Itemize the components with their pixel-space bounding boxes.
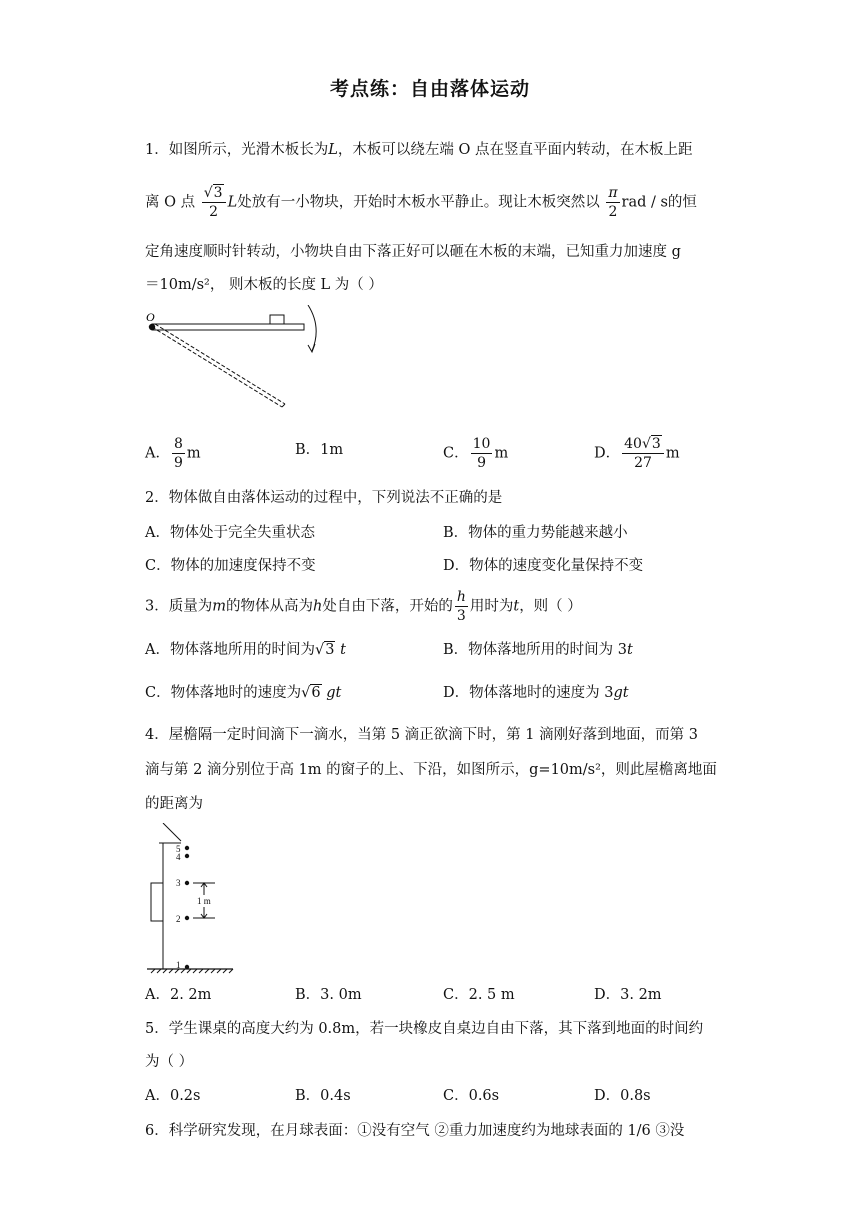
q1-option-d[interactable]: D． $\frac{40√3}{27}$ m [594, 436, 680, 471]
q1-fraction-pi-over-2: $\frac{\pi}{2}$ [608, 185, 618, 220]
q1-option-b[interactable]: B．1m [295, 442, 344, 458]
q1-line4: ＝10m/s²， 则木板的长度 L 为（ ） [145, 277, 383, 293]
drop-label-2: 2 [176, 914, 181, 924]
q1-option-a[interactable]: A． $\frac{8}{9}$ m [145, 436, 201, 471]
drop-label-5: 5 [176, 844, 181, 854]
q1-option-c[interactable]: C． $\frac{10}{9}$ m [443, 436, 509, 471]
q1-line2: 离 O 点 $\frac{√3}{2}$ L处放有一小物块，开始时木板水平静止。现让木板突然以 $\frac{\pi}{2}$ rad / s的恒 [145, 185, 697, 220]
q3-option-d[interactable]: D．物体落地时的速度为 3gt [443, 685, 629, 701]
q4-raindrop-figure [145, 823, 240, 975]
q1-fraction-sqrt3-over-2: $\frac{√3}{2}$ [202, 186, 226, 219]
q3-option-b[interactable]: B．物体落地所用的时间为 3t [443, 642, 633, 658]
q5-line2: 为（ ） [145, 1054, 194, 1070]
q2-stem: 2．物体做自由落体运动的过程中，下列说法不正确的是 [145, 490, 503, 506]
q2-option-d[interactable]: D．物体的速度变化量保持不变 [443, 558, 644, 574]
window-dimension-label: 1 m [197, 896, 211, 906]
q2-option-b[interactable]: B．物体的重力势能越来越小 [443, 525, 628, 541]
drop-label-3: 3 [176, 878, 181, 888]
q4-line3: 的距离为 [145, 796, 203, 812]
q6-line1: 6．科学研究发现，在月球表面：①没有空气 ②重力加速度约为地球表面的 1/6 ③没 [145, 1123, 685, 1139]
q3-stem: 3．质量为m的物体从高为h处自由下落，开始的 $\frac{h}{3}$ 用时为t，则（ ） [145, 589, 582, 624]
q4-line1: 4．屋檐隔一定时间滴下一滴水，当第 5 滴正欲滴下时，第 1 滴刚好落到地面，而第 3 [145, 727, 698, 743]
q2-option-a[interactable]: A．物体处于完全失重状态 [145, 525, 315, 541]
q5-line1: 5．学生课桌的高度大约为 0.8m，若一块橡皮自桌边自由下落，其下落到地面的时间约 [145, 1021, 704, 1037]
q3-option-c[interactable]: C．物体落地时的速度为√6 gt [145, 685, 342, 701]
page-title: 考点练：自由落体运动 [329, 78, 530, 100]
q5-option-b[interactable]: B．0.4s [295, 1088, 351, 1104]
drop-label-1: 1 [176, 960, 181, 970]
q3-option-a[interactable]: A．物体落地所用的时间为√3 t [145, 642, 346, 658]
drop-label-4: 4 [176, 852, 181, 862]
q5-option-a[interactable]: A．0.2s [145, 1088, 201, 1104]
q4-line2: 滴与第 2 滴分别位于高 1m 的窗子的上、下沿，如图所示，g=10m/s²，则此屋檐离地面 [145, 762, 717, 778]
q1-line1: 1．如图所示，光滑木板长为L，木板可以绕左端 O 点在竖直平面内转动，在木板上距 [145, 142, 693, 158]
q4-option-c[interactable]: C．2. 5 m [443, 987, 515, 1003]
q1-board-figure [140, 305, 330, 415]
q4-option-a[interactable]: A．2. 2m [145, 987, 212, 1003]
q2-option-c[interactable]: C．物体的加速度保持不变 [145, 558, 316, 574]
q1-line3: 定角速度顺时针转动，小物块自由下落正好可以砸在木板的末端，已知重力加速度 g [145, 244, 681, 260]
q4-option-d[interactable]: D．3. 2m [594, 987, 662, 1003]
q5-option-d[interactable]: D．0.8s [594, 1088, 651, 1104]
q1-figure-label-o: O [146, 310, 155, 324]
q5-option-c[interactable]: C．0.6s [443, 1088, 500, 1104]
q4-option-b[interactable]: B．3. 0m [295, 987, 362, 1003]
